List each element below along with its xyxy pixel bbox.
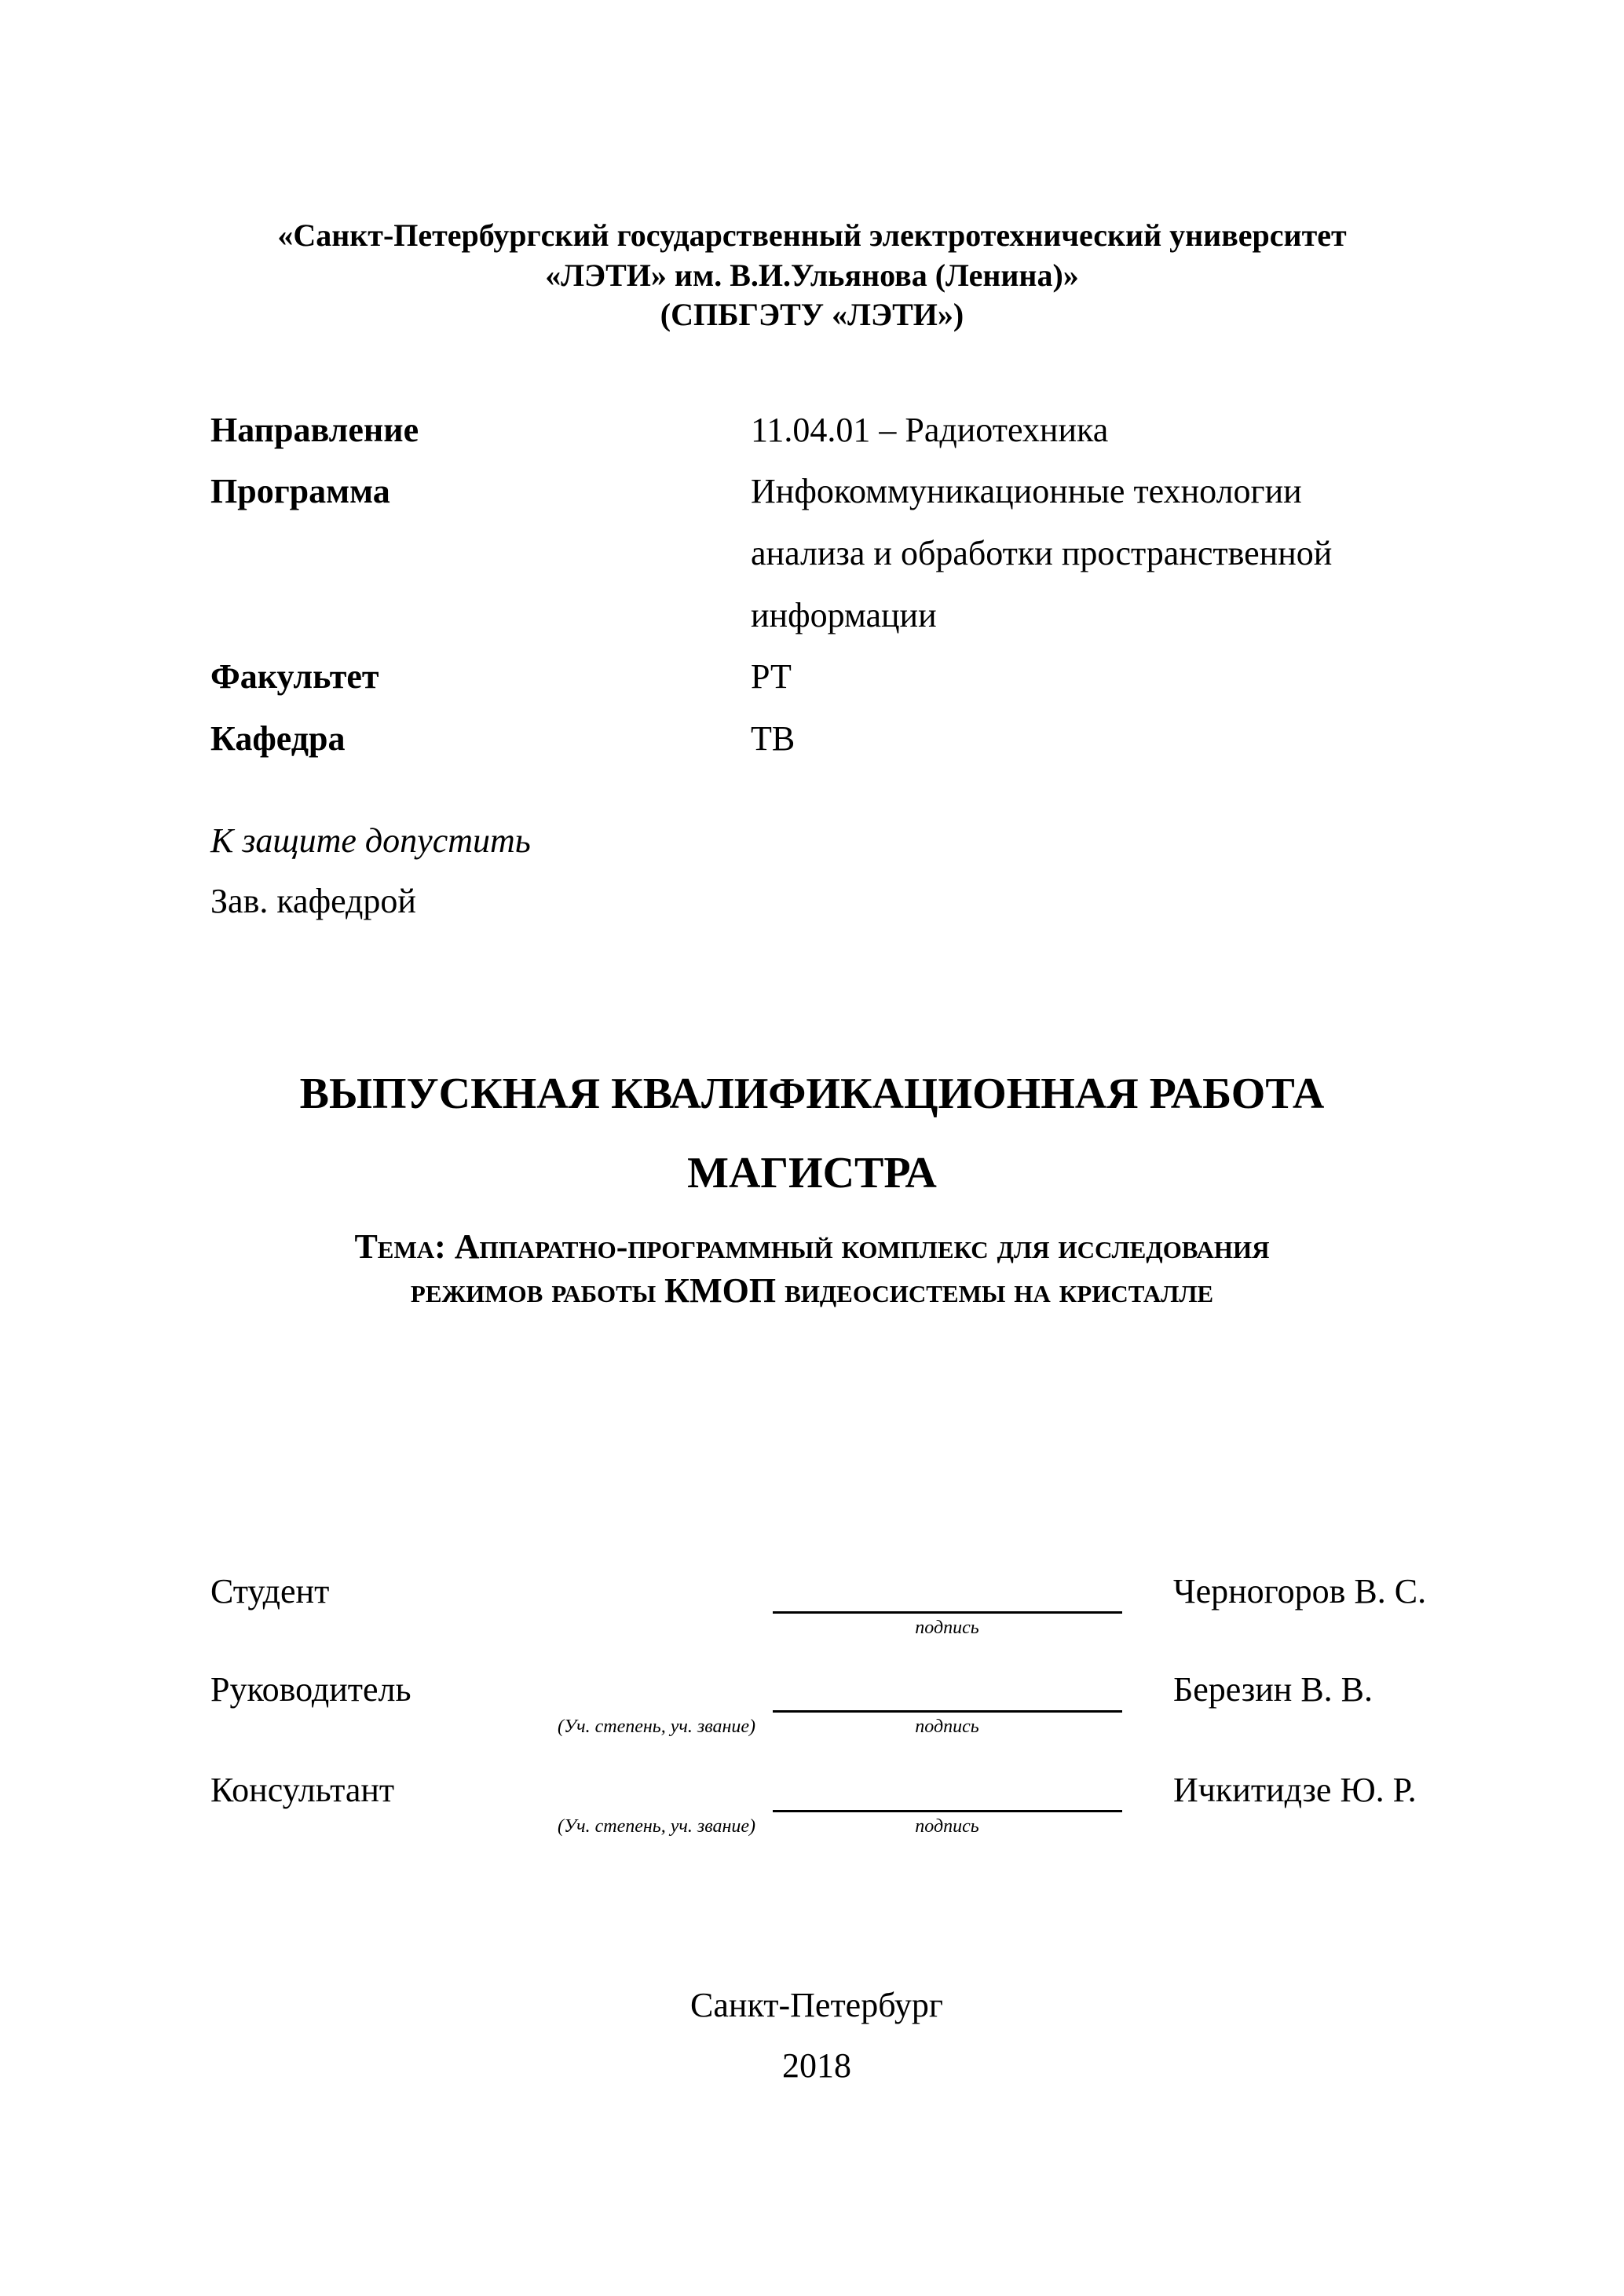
consultant-name: Ичкитидзе Ю. Р.	[1173, 1771, 1417, 1809]
supervisor-sign-hint: подпись	[915, 1717, 979, 1737]
program-label: Программа	[210, 472, 390, 510]
program-value-line2: анализа и обработки пространственной	[751, 534, 1333, 572]
faculty-value: РТ	[751, 657, 792, 696]
department-label: Кафедра	[210, 719, 346, 758]
direction-label: Направление	[210, 411, 419, 449]
head-of-department: Зав. кафедрой	[210, 882, 416, 920]
theme-line1: Тема: Аппаратно-программный комплекс для исследования	[354, 1227, 1270, 1266]
student-role: Студент	[210, 1572, 330, 1610]
university-name-line1: «Санкт-Петербургский государственный электротехнический университет	[277, 218, 1347, 253]
admit-to-defense: К защите допустить	[210, 821, 531, 860]
supervisor-role: Руководитель	[210, 1670, 411, 1709]
consultant-sign-hint: подпись	[915, 1816, 979, 1837]
year: 2018	[782, 2046, 851, 2085]
city: Санкт-Петербург	[690, 1986, 943, 2024]
theme-line2: режимов работы КМОП видеосистемы на кристалле	[410, 1271, 1214, 1310]
university-name-line2: «ЛЭТИ» им. В.И.Ульянова (Ленина)»	[545, 258, 1079, 293]
student-sign-hint: подпись	[915, 1618, 979, 1638]
consultant-signature-line	[773, 1810, 1122, 1812]
supervisor-name: Березин В. В.	[1173, 1670, 1373, 1709]
direction-value: 11.04.01 – Радиотехника	[751, 411, 1109, 449]
document-title-line1: ВЫПУСКНАЯ КВАЛИФИКАЦИОННАЯ РАБОТА	[299, 1069, 1325, 1118]
student-name: Черногоров В. С.	[1173, 1572, 1427, 1610]
consultant-role: Консультант	[210, 1771, 395, 1809]
program-value-line1: Инфокоммуникационные технологии	[751, 472, 1302, 510]
faculty-label: Факультет	[210, 657, 379, 696]
consultant-degree-hint: (Уч. степень, уч. звание)	[558, 1816, 755, 1837]
student-signature-line	[773, 1611, 1122, 1614]
supervisor-degree-hint: (Уч. степень, уч. звание)	[558, 1717, 755, 1737]
department-value: ТВ	[751, 719, 796, 758]
program-value-line3: информации	[751, 596, 937, 634]
university-abbrev: (СПБГЭТУ «ЛЭТИ»)	[660, 297, 964, 332]
document-title-line2: МАГИСТРА	[687, 1149, 937, 1197]
supervisor-signature-line	[773, 1710, 1122, 1713]
